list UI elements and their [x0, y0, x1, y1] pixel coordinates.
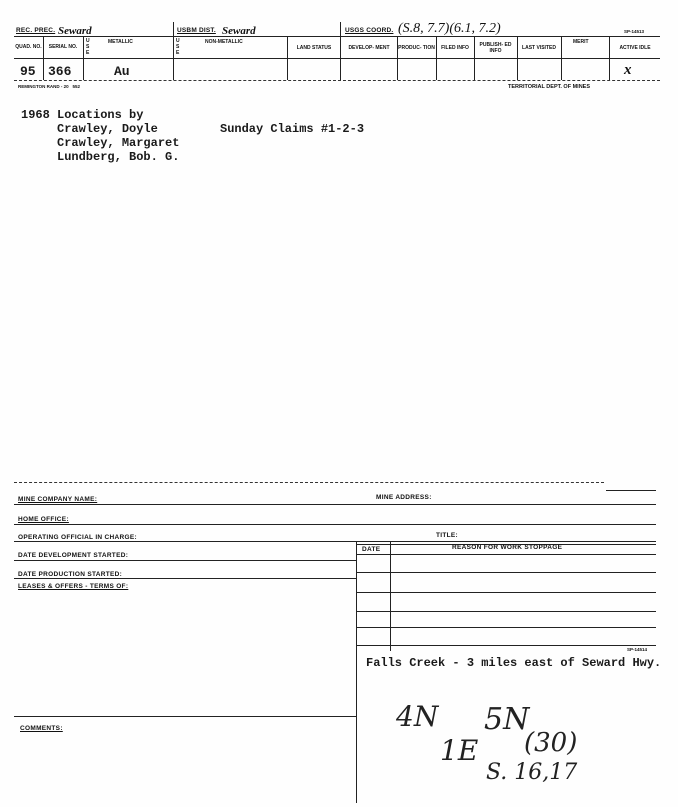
row-line-3 [14, 541, 656, 542]
col-div-11 [609, 36, 610, 80]
note-line-2: Crawley, Doyle [21, 122, 158, 136]
bottom-top-dash [14, 482, 604, 483]
header-top-line [14, 36, 660, 37]
operating-official-label: OPERATING OFFICIAL IN CHARGE: [18, 534, 137, 541]
col-use-2: U S E [176, 38, 180, 56]
col-filed-info: FILED INFO [441, 45, 469, 51]
stoppage-row-6 [356, 645, 656, 646]
reason-col-label: REASON FOR WORK STOPPAGE [452, 544, 563, 551]
form-number: SP-14513 [624, 29, 645, 34]
col-land-status: LAND STATUS [296, 45, 332, 51]
record-active-mark: x [624, 62, 632, 78]
department-label: TERRITORIAL DEPT. OF MINES [508, 84, 590, 90]
stoppage-row-3 [356, 592, 656, 593]
usgs-coord-label: USGS COORD. [345, 27, 394, 34]
note-claims: Sunday Claims #1-2-3 [220, 122, 365, 136]
mine-company-name-label: MINE COMPANY NAME: [18, 496, 98, 503]
usgs-coord-value: (S.8, 7.7)(6.1, 7.2) [398, 21, 501, 36]
col-metallic: METALLIC [108, 39, 133, 45]
col-use-1: U S E [86, 38, 90, 56]
col-serial-no: SERIAL NO. [48, 44, 78, 50]
record-serial: 366 [48, 64, 72, 79]
row-line-5 [14, 578, 356, 579]
usbm-dist-value: Seward [222, 25, 256, 37]
comments-label: COMMENTS: [20, 725, 63, 732]
record-quad: 95 [20, 64, 36, 79]
stoppage-left [356, 541, 357, 803]
col-published-info: PUBLISH- ED INFO [479, 42, 512, 54]
stoppage-date-div [390, 541, 391, 651]
note-line-1: 1968 Locations by [21, 108, 144, 122]
bottom-top-right [606, 490, 656, 491]
note-line-3: Crawley, Margaret [21, 136, 180, 150]
location-note: Falls Creek - 3 miles east of Seward Hwy. [366, 656, 662, 670]
col-merit: MERIT [573, 39, 589, 45]
stoppage-row-2 [356, 572, 656, 573]
note-line-4: Lundberg, Bob. G. [21, 150, 180, 164]
date-production-label: DATE PRODUCTION STARTED: [18, 571, 123, 578]
stoppage-row-4 [356, 611, 656, 612]
header-bottom-line [14, 80, 660, 81]
col-quad-no: QUAD. NO. [15, 44, 42, 50]
col-div-4 [287, 36, 288, 80]
row-line-1 [14, 504, 656, 505]
col-div-5 [340, 22, 341, 80]
handwritten-township-2: 5N [484, 702, 530, 737]
mine-address-label: MINE ADDRESS: [376, 494, 432, 501]
col-non-metallic: NON-METALLIC [205, 39, 243, 45]
col-div-2 [83, 36, 84, 80]
printer-mark: REMINGTON RAND - 20 552 [18, 84, 80, 89]
rec-prec-label: REC. PREC. [16, 27, 56, 34]
col-active-idle: ACTIVE IDLE [619, 45, 651, 51]
handwritten-sections: S. 16,17 [486, 760, 578, 785]
rec-prec-value: Seward [58, 25, 92, 37]
col-div-10 [561, 36, 562, 80]
usbm-dist-label: USBM DIST. [177, 27, 216, 34]
handwritten-township: 4N [396, 700, 439, 733]
col-development: DEVELOP- MENT [348, 45, 390, 51]
header-mid-line [14, 58, 660, 59]
title-label: TITLE: [436, 532, 459, 539]
form-number-2: SP-14514 [627, 647, 648, 652]
comments-line [14, 716, 356, 717]
date-development-label: DATE DEVELOPMENT STARTED: [18, 552, 129, 559]
col-div-3 [173, 22, 174, 80]
leases-label: LEASES & OFFERS - TERMS OF: [18, 583, 129, 590]
date-col-label: DATE [362, 546, 381, 553]
col-production: PRODUC- TION [398, 45, 435, 51]
home-office-label: HOME OFFICE: [18, 516, 69, 523]
stoppage-row-1 [356, 554, 656, 555]
record-metallic: Au [114, 64, 130, 79]
col-last-visited: LAST VISITED [522, 45, 556, 51]
handwritten-section-circle: (30) [524, 728, 578, 758]
stoppage-row-5 [356, 627, 656, 628]
handwritten-range: 1E [440, 734, 479, 767]
row-line-2 [14, 524, 656, 525]
row-line-4 [14, 560, 356, 561]
